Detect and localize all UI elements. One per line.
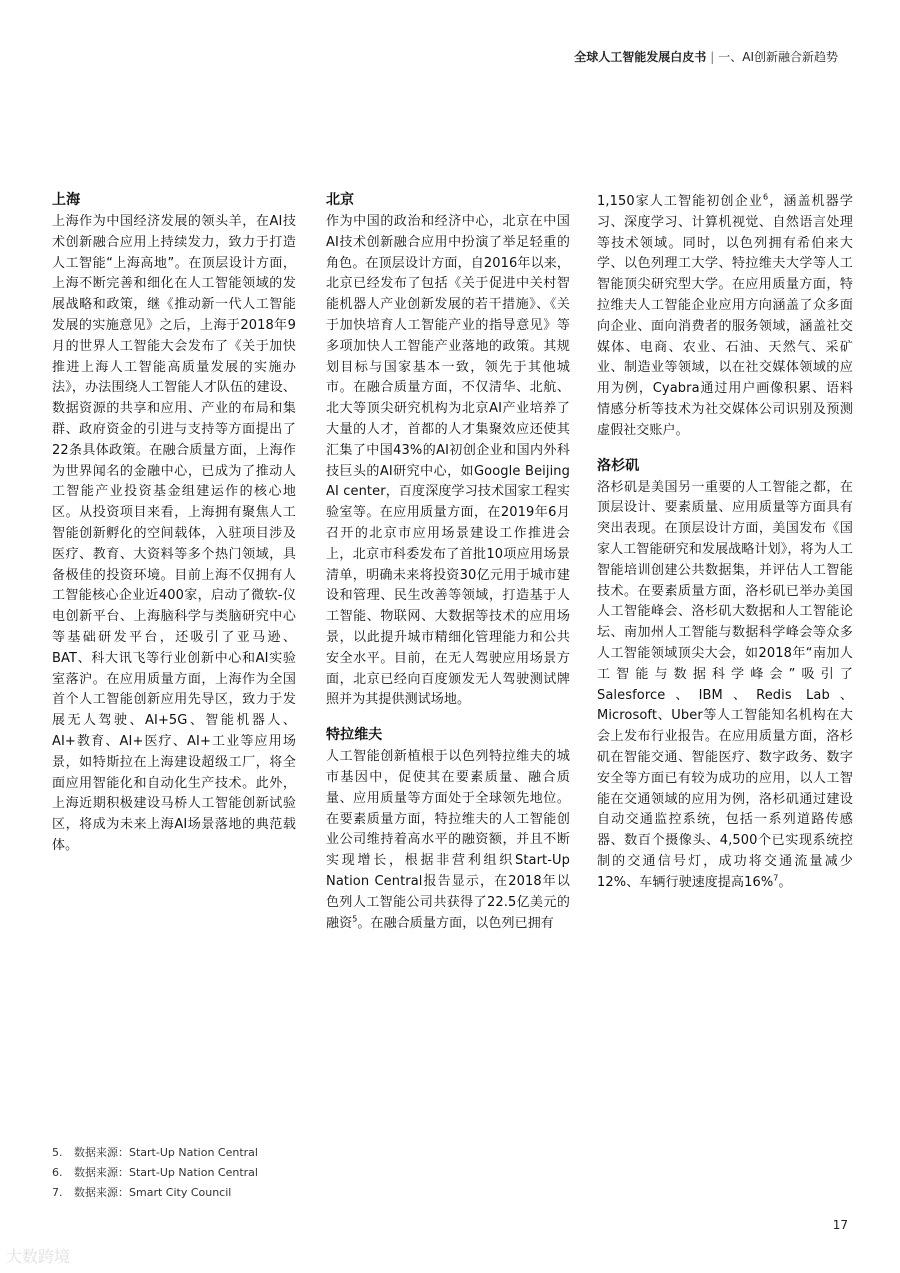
page-number: 17 — [832, 1218, 848, 1232]
footnote-text: 数据来源：Smart City Council — [74, 1186, 232, 1199]
footnote-ref-5[interactable]: 5 — [352, 914, 358, 924]
heading-los-angeles: 洛杉矶 — [597, 457, 640, 474]
footnote-number: 5. — [52, 1146, 63, 1159]
heading-tel-aviv: 特拉维夫 — [326, 727, 383, 744]
footnote-number: 7. — [52, 1186, 63, 1199]
column-middle — [326, 190, 570, 948]
column-left — [52, 190, 296, 871]
tel-aviv-cont-a: 1,150家人工智能初创企业 — [597, 194, 763, 209]
tel-aviv-text-a: 人工智能创新植根于以色列特拉维夫的城市基因中，促使其在要素质量、融合质量、应用质量等方面处于全球领先地位。在要素质量方面，特拉维夫的人工智能创业公司维持着高水平的融资额，并且不断实现增长，根据非营利组织Start-Up Nation Central报告显示，在2018年以色列人工智能公司共获得了22.5亿美元的融资 — [326, 749, 570, 931]
footnote-number: 6. — [52, 1166, 63, 1179]
header-section: 一、AI创新融合新趋势 — [718, 50, 838, 64]
los-angeles-end: 。 — [778, 874, 792, 890]
tel-aviv-cont-b: ，涵盖机器学习、深度学习、计算机视觉、自然语言处理等技术领域。同时，以色列拥有希伯来大学、以色列理工大学、特拉维夫大学等人工智能顶尖研究型大学。在应用质量方面，特拉维夫人工智能企业应用方向涵盖了众多面向企业、面向消费者的服务领域，涵盖社交媒体、电商、农业、石油、天然气、采矿业、制造业等领域，以在社交媒体领域的应用为例，Cyabra通过用户画像积累、语料情感分析等技术为社交媒体公司识别及预测虚假社交账户。 — [597, 194, 853, 438]
paragraph-shanghai: 上海作为中国经济发展的领头羊，在AI技术创新融合应用上持续发力，致力于打造人工智能“上海高地”。在顶层设计方面，上海不断完善和细化在人工智能领域的发展战略和政策，继《推动新一代人工智能发展的实施意见》之后，上海于2018年9月的世界人工智能大会发布了《关于加快推进上海人工智能高质量发展的实施办法》，办法围绕人工智能人才队伍的建设、数据资源的共享和应用、产业的布局和集群、政府资金的引进与支持等方面提出了22条具体政策。在融合质量方面，上海作为世界闻名的金融中心，已成为了推动人工智能产业投资基金组建运作的核心地区。从投资项目来看，上海拥有聚焦人工智能创新孵化的空间载体，入驻项目涉及医疗、教育、大资料等多个热门领域，具备极佳的投资环境。目前上海不仅拥有人工智能核心企业近400家，启动了微软-仪电创新平台、上海脑科学与类脑研究中心等基础研发平台，还吸引了亚马逊、BAT、科大讯飞等行业创新中心和AI实验室落沪。在应用质量方面，上海作为全国首个人工智能创新应用先导区，致力于发展无人驾驶、AI+5G、智能机器人、AI+教育、AI+医疗、AI+工业等应用场景，如特斯拉在上海建设超级工厂，将全面应用智能化和自动化生产技术。此外，上海近期积极建设马桥人工智能创新试验区，将成为未来上海AI场景落地的典范载体。 — [52, 214, 296, 853]
paragraph-tel-aviv — [326, 747, 570, 934]
watermark: 大数跨境 — [6, 1247, 71, 1266]
header-title: 全球人工智能发展白皮书 — [574, 50, 707, 64]
footnote-item — [52, 1143, 258, 1163]
footnote-ref-7[interactable]: 7 — [773, 873, 779, 883]
tel-aviv-text-b: 。在融合质量方面，以色列已拥有 — [357, 915, 554, 931]
column-right — [597, 192, 853, 908]
footnote-ref-6[interactable]: 6 — [762, 192, 769, 202]
paragraph-beijing: 作为中国的政治和经济中心，北京在中国AI技术创新融合应用中扮演了举足轻重的角色。在顶层设计方面，自2016年以来，北京已经发布了包括《关于促进中关村智能机器人产业创新发展的若干措施》、《关于加快培育人工智能产业的指导意见》等多项加快人工智能产业落地的政策。其规划目标与国家基本一致，领先于其他城市。在融合质量方面，不仅清华、北航、北大等顶尖研究机构为北京AI产业培养了大量的人才，首都的人才集聚效应还使其汇集了中国43%的AI初创企业和国内外科技巨头的AI研究中心，如Google Beijing AI center，百度深度学习技术国家工程实验室等。在应用质量方面，在2019年6月召开的北京市应用场景建设工作推进会上，北京市科委发布了首批10项应用场景清单，明确未来将投资30亿元用于城市建设和管理、民生改善等领域，打造基于人工智能、物联网、大数据等技术的应用场景，以此提升城市精细化管理能力和公共安全水平。目前，在无人驾驶应用场景方面，北京已经向百度颁发无人驾驶测试牌照并为其提供测试场地。 — [326, 214, 570, 708]
footnotes — [52, 1143, 258, 1203]
running-header — [574, 48, 838, 65]
footnote-text: 数据来源：Start-Up Nation Central — [74, 1146, 258, 1159]
paragraph-tel-aviv-continued — [597, 192, 853, 442]
footnote-text: 数据来源：Start-Up Nation Central — [74, 1166, 258, 1179]
footnote-item — [52, 1163, 258, 1183]
heading-shanghai: 上海 — [52, 192, 81, 208]
heading-beijing: 北京 — [326, 192, 355, 208]
footnote-item — [52, 1183, 258, 1203]
paragraph-los-angeles — [597, 478, 853, 894]
los-angeles-text: 洛杉矶是美国另一重要的人工智能之都，在顶层设计、要素质量、应用质量等方面具有突出表现。在顶层设计方面，美国发布《国家人工智能研究和发展战略计划》，将为人工智能培训创建公共数据集，并评估人工智能技术。在要素质量方面，洛杉矶已举办美国人工智能峰会、洛杉矶大数据和人工智能论坛、南加州人工智能与数据科学峰会等众多人工智能领域顶尖大会，如2018年“南加人工智能与数据科学峰会”吸引了Salesforce、IBM、Redis Lab、Microsoft、Uber等人工智能知名机构在大会上发布行业报告。在应用质量方面，洛杉矶在智能交通、智能医疗、数字政务、数字安全等方面已有较为成功的应用，以人工智能在交通领域的应用为例，洛杉矶通过建设自动交通监控系统，包括一系列道路传感器、数百个摄像头、4,500个已实现系统控制的交通信号灯，成功将交通流量减少12%、车辆行驶速度提高16% — [597, 479, 853, 890]
header-separator: | — [710, 50, 715, 64]
